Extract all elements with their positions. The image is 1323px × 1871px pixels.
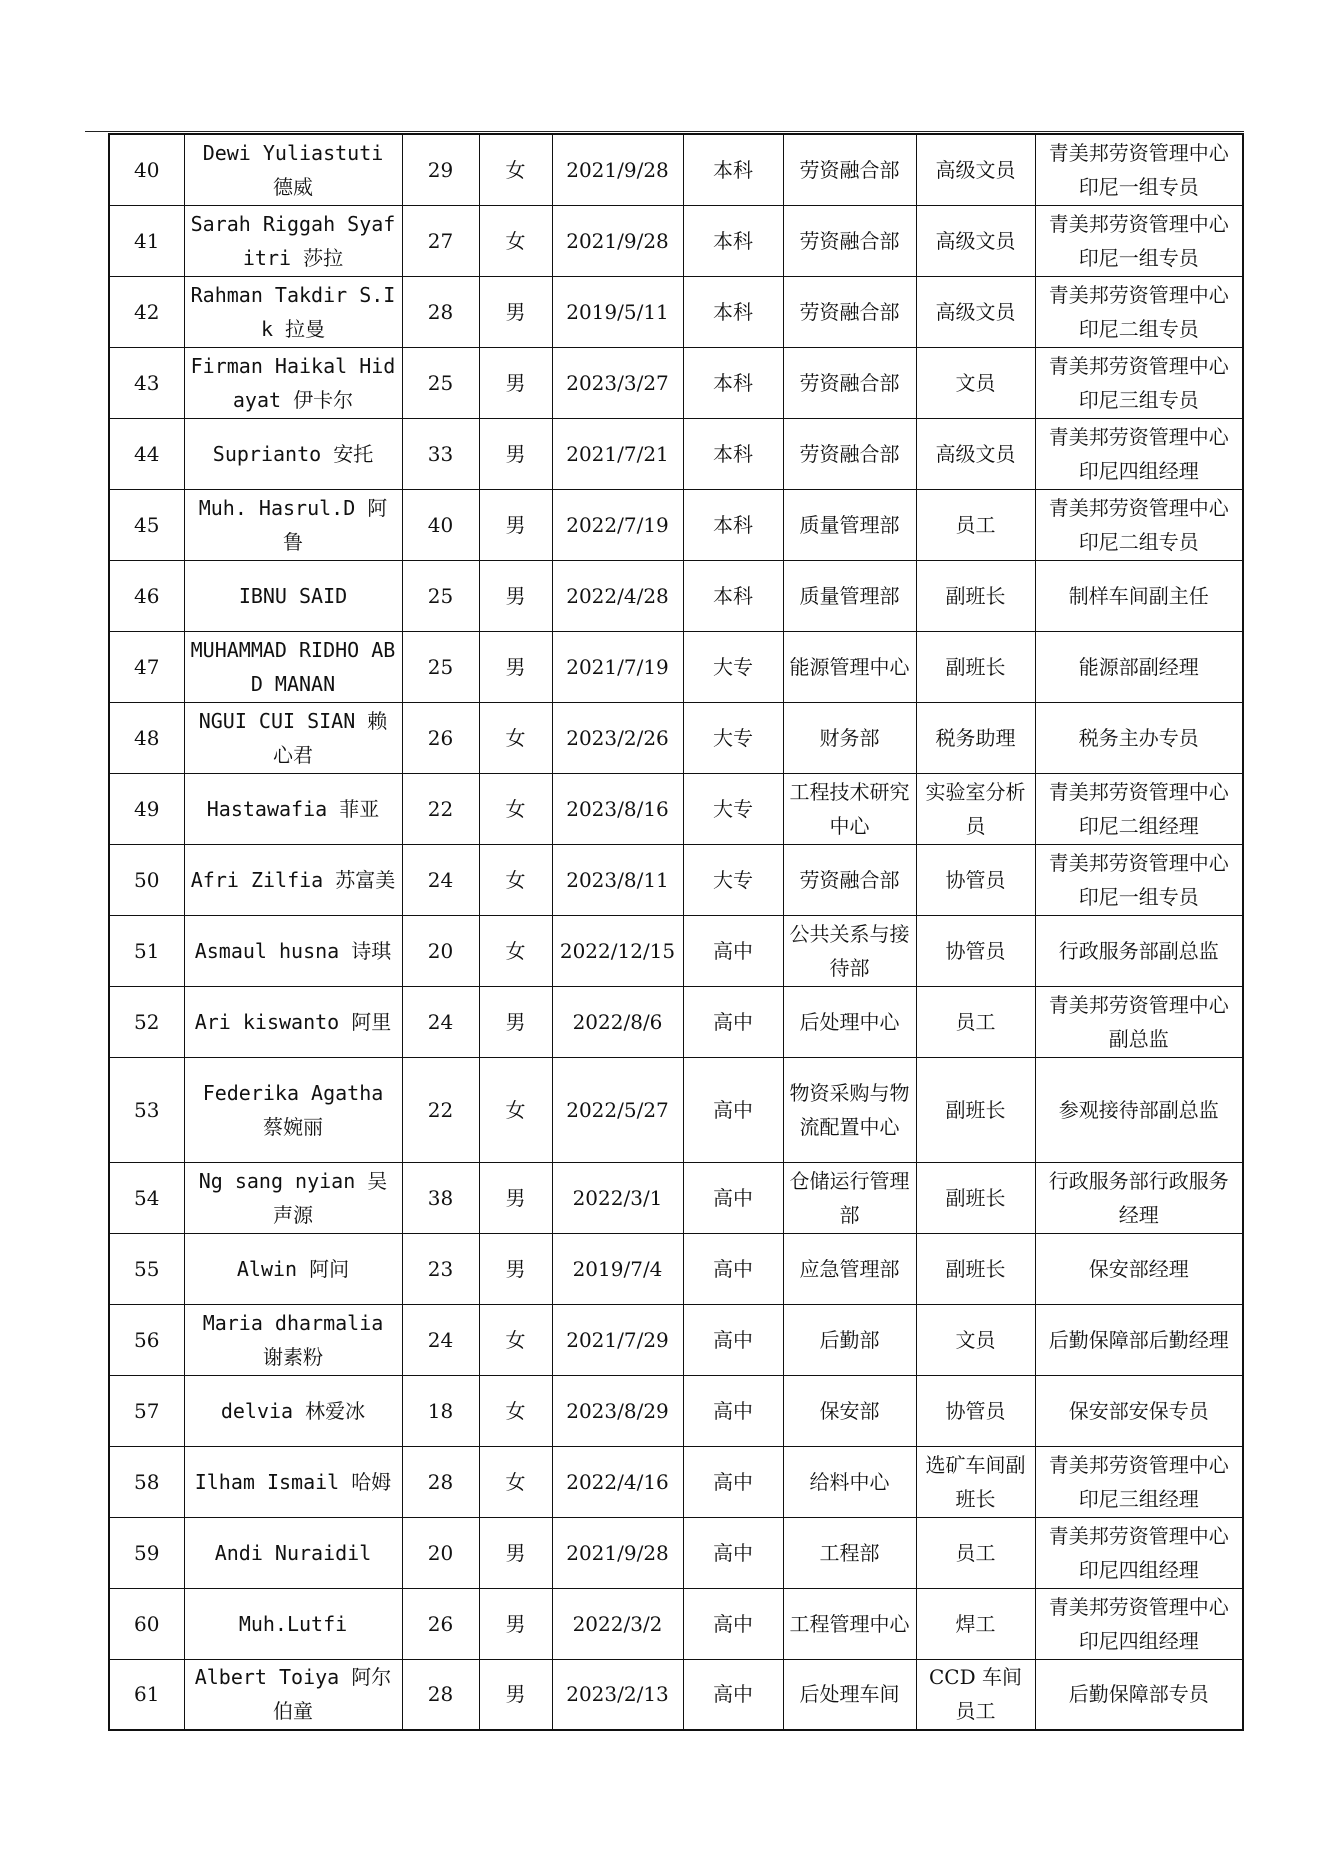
cell-name: Federika Agatha 蔡婉丽	[184, 1057, 402, 1162]
cell-department: 保安部	[783, 1375, 916, 1446]
cell-hire-date: 2019/7/4	[552, 1233, 683, 1304]
cell-education: 大专	[683, 844, 783, 915]
cell-role: 员工	[916, 986, 1035, 1057]
cell-role: 协管员	[916, 915, 1035, 986]
cell-age: 26	[402, 1588, 479, 1659]
cell-hire-date: 2021/7/29	[552, 1304, 683, 1375]
cell-role: 税务助理	[916, 702, 1035, 773]
cell-department: 物资采购与物流配置中心	[783, 1057, 916, 1162]
cell-gender: 女	[479, 844, 552, 915]
cell-hire-date: 2023/2/26	[552, 702, 683, 773]
cell-age: 38	[402, 1162, 479, 1233]
cell-education: 高中	[683, 915, 783, 986]
cell-position: 青美邦劳资管理中心印尼三组专员	[1035, 347, 1243, 418]
cell-education: 本科	[683, 205, 783, 276]
cell-role: 副班长	[916, 1233, 1035, 1304]
cell-position: 后勤保障部后勤经理	[1035, 1304, 1243, 1375]
cell-name: Ilham Ismail 哈姆	[184, 1446, 402, 1517]
cell-position: 保安部经理	[1035, 1233, 1243, 1304]
cell-number: 45	[109, 489, 184, 560]
cell-education: 高中	[683, 1446, 783, 1517]
cell-number: 42	[109, 276, 184, 347]
cell-department: 工程部	[783, 1517, 916, 1588]
cell-gender: 男	[479, 1162, 552, 1233]
cell-education: 高中	[683, 1304, 783, 1375]
cell-number: 55	[109, 1233, 184, 1304]
cell-name: Alwin 阿问	[184, 1233, 402, 1304]
table-row	[109, 276, 1243, 347]
cell-hire-date: 2021/9/28	[552, 205, 683, 276]
cell-number: 43	[109, 347, 184, 418]
cell-gender: 女	[479, 1304, 552, 1375]
cell-hire-date: 2022/12/15	[552, 915, 683, 986]
cell-position: 制样车间副主任	[1035, 560, 1243, 631]
cell-hire-date: 2021/9/28	[552, 1517, 683, 1588]
cell-gender: 女	[479, 1057, 552, 1162]
cell-role: 选矿车间副班长	[916, 1446, 1035, 1517]
cell-name: Hastawafia 菲亚	[184, 773, 402, 844]
cell-department: 能源管理中心	[783, 631, 916, 702]
table-row	[109, 1057, 1243, 1162]
cell-hire-date: 2022/5/27	[552, 1057, 683, 1162]
cell-name: Ari kiswanto 阿里	[184, 986, 402, 1057]
cell-number: 49	[109, 773, 184, 844]
cell-number: 48	[109, 702, 184, 773]
cell-name: Rahman Takdir S.Ik 拉曼	[184, 276, 402, 347]
cell-age: 20	[402, 1517, 479, 1588]
cell-position: 能源部副经理	[1035, 631, 1243, 702]
cell-hire-date: 2021/7/19	[552, 631, 683, 702]
cell-gender: 男	[479, 560, 552, 631]
cell-department: 劳资融合部	[783, 134, 916, 205]
cell-position: 青美邦劳资管理中心印尼二组专员	[1035, 276, 1243, 347]
cell-number: 41	[109, 205, 184, 276]
cell-gender: 男	[479, 1659, 552, 1730]
cell-age: 23	[402, 1233, 479, 1304]
cell-role: 高级文员	[916, 418, 1035, 489]
cell-gender: 男	[479, 276, 552, 347]
cell-gender: 男	[479, 1233, 552, 1304]
cell-position: 青美邦劳资管理中心印尼一组专员	[1035, 134, 1243, 205]
cell-number: 61	[109, 1659, 184, 1730]
cell-age: 18	[402, 1375, 479, 1446]
cell-education: 大专	[683, 631, 783, 702]
staff-table	[108, 133, 1244, 1731]
table-row	[109, 1375, 1243, 1446]
cell-role: 文员	[916, 347, 1035, 418]
cell-education: 本科	[683, 134, 783, 205]
table-row	[109, 1233, 1243, 1304]
cell-gender: 女	[479, 1375, 552, 1446]
cell-position: 后勤保障部专员	[1035, 1659, 1243, 1730]
table-row	[109, 1588, 1243, 1659]
cell-age: 24	[402, 1304, 479, 1375]
cell-age: 33	[402, 418, 479, 489]
cell-name: Asmaul husna 诗琪	[184, 915, 402, 986]
cell-education: 高中	[683, 1057, 783, 1162]
cell-role: 文员	[916, 1304, 1035, 1375]
table-body	[109, 134, 1243, 1730]
cell-name: Dewi Yuliastuti 德威	[184, 134, 402, 205]
cell-age: 22	[402, 1057, 479, 1162]
cell-role: CCD 车间员工	[916, 1659, 1035, 1730]
cell-position: 行政服务部行政服务经理	[1035, 1162, 1243, 1233]
cell-education: 大专	[683, 773, 783, 844]
cell-number: 60	[109, 1588, 184, 1659]
table-row	[109, 773, 1243, 844]
cell-education: 高中	[683, 1588, 783, 1659]
cell-position: 青美邦劳资管理中心印尼一组专员	[1035, 205, 1243, 276]
cell-name: IBNU SAID	[184, 560, 402, 631]
cell-role: 实验室分析员	[916, 773, 1035, 844]
table-row	[109, 1659, 1243, 1730]
cell-hire-date: 2023/8/11	[552, 844, 683, 915]
cell-position: 青美邦劳资管理中心副总监	[1035, 986, 1243, 1057]
cell-position: 青美邦劳资管理中心印尼四组经理	[1035, 1588, 1243, 1659]
cell-position: 青美邦劳资管理中心印尼三组经理	[1035, 1446, 1243, 1517]
cell-role: 副班长	[916, 1057, 1035, 1162]
cell-education: 大专	[683, 702, 783, 773]
cell-hire-date: 2019/5/11	[552, 276, 683, 347]
cell-position: 青美邦劳资管理中心印尼一组专员	[1035, 844, 1243, 915]
cell-position: 青美邦劳资管理中心印尼二组专员	[1035, 489, 1243, 560]
cell-number: 44	[109, 418, 184, 489]
table-row	[109, 418, 1243, 489]
cell-department: 后处理车间	[783, 1659, 916, 1730]
cell-age: 29	[402, 134, 479, 205]
cell-name: Maria dharmalia 谢素粉	[184, 1304, 402, 1375]
cell-hire-date: 2023/2/13	[552, 1659, 683, 1730]
cell-department: 质量管理部	[783, 560, 916, 631]
table-row	[109, 1304, 1243, 1375]
table-row	[109, 347, 1243, 418]
cell-number: 40	[109, 134, 184, 205]
cell-number: 47	[109, 631, 184, 702]
cell-department: 财务部	[783, 702, 916, 773]
cell-position: 青美邦劳资管理中心印尼四组经理	[1035, 1517, 1243, 1588]
cell-education: 高中	[683, 986, 783, 1057]
cell-hire-date: 2022/7/19	[552, 489, 683, 560]
cell-department: 劳资融合部	[783, 205, 916, 276]
cell-number: 58	[109, 1446, 184, 1517]
cell-age: 27	[402, 205, 479, 276]
cell-role: 高级文员	[916, 205, 1035, 276]
table-row	[109, 560, 1243, 631]
cell-department: 质量管理部	[783, 489, 916, 560]
cell-gender: 男	[479, 489, 552, 560]
cell-number: 59	[109, 1517, 184, 1588]
cell-name: Ng sang nyian 吴声源	[184, 1162, 402, 1233]
table-row	[109, 915, 1243, 986]
cell-age: 20	[402, 915, 479, 986]
cell-number: 54	[109, 1162, 184, 1233]
cell-hire-date: 2022/4/16	[552, 1446, 683, 1517]
cell-role: 员工	[916, 489, 1035, 560]
cell-department: 后勤部	[783, 1304, 916, 1375]
cell-role: 员工	[916, 1517, 1035, 1588]
table-row	[109, 205, 1243, 276]
cell-number: 51	[109, 915, 184, 986]
cell-education: 本科	[683, 418, 783, 489]
cell-education: 本科	[683, 347, 783, 418]
cell-position: 保安部安保专员	[1035, 1375, 1243, 1446]
cell-role: 协管员	[916, 844, 1035, 915]
cell-education: 高中	[683, 1659, 783, 1730]
table-row	[109, 702, 1243, 773]
cell-hire-date: 2022/3/1	[552, 1162, 683, 1233]
cell-role: 副班长	[916, 1162, 1035, 1233]
cell-position: 参观接待部副总监	[1035, 1057, 1243, 1162]
cell-hire-date: 2023/3/27	[552, 347, 683, 418]
table-row	[109, 489, 1243, 560]
cell-role: 协管员	[916, 1375, 1035, 1446]
cell-role: 高级文员	[916, 276, 1035, 347]
cell-age: 25	[402, 631, 479, 702]
cell-gender: 男	[479, 347, 552, 418]
cell-education: 本科	[683, 276, 783, 347]
cell-age: 28	[402, 276, 479, 347]
cell-hire-date: 2021/9/28	[552, 134, 683, 205]
cell-department: 公共关系与接待部	[783, 915, 916, 986]
table-row	[109, 1162, 1243, 1233]
cell-age: 24	[402, 844, 479, 915]
cell-age: 26	[402, 702, 479, 773]
cell-education: 高中	[683, 1375, 783, 1446]
cell-name: NGUI CUI SIAN 赖心君	[184, 702, 402, 773]
cell-name: Firman Haikal Hidayat 伊卡尔	[184, 347, 402, 418]
cell-gender: 女	[479, 915, 552, 986]
cell-gender: 男	[479, 1517, 552, 1588]
table-row	[109, 134, 1243, 205]
cell-role: 副班长	[916, 631, 1035, 702]
cell-hire-date: 2021/7/21	[552, 418, 683, 489]
cell-name: MUHAMMAD RIDHO ABD MANAN	[184, 631, 402, 702]
cell-age: 25	[402, 347, 479, 418]
cell-age: 25	[402, 560, 479, 631]
cell-number: 56	[109, 1304, 184, 1375]
cell-department: 劳资融合部	[783, 844, 916, 915]
cell-age: 28	[402, 1446, 479, 1517]
cell-education: 本科	[683, 489, 783, 560]
cell-position: 青美邦劳资管理中心印尼四组经理	[1035, 418, 1243, 489]
cell-name: delvia 林爱冰	[184, 1375, 402, 1446]
cell-age: 22	[402, 773, 479, 844]
cell-age: 28	[402, 1659, 479, 1730]
cell-role: 副班长	[916, 560, 1035, 631]
cell-department: 后处理中心	[783, 986, 916, 1057]
cell-department: 工程技术研究中心	[783, 773, 916, 844]
cell-gender: 女	[479, 773, 552, 844]
cell-education: 高中	[683, 1517, 783, 1588]
cell-department: 劳资融合部	[783, 418, 916, 489]
cell-number: 46	[109, 560, 184, 631]
cell-department: 应急管理部	[783, 1233, 916, 1304]
cell-department: 仓储运行管理部	[783, 1162, 916, 1233]
cell-hire-date: 2022/4/28	[552, 560, 683, 631]
cell-gender: 女	[479, 134, 552, 205]
table-row	[109, 631, 1243, 702]
cell-hire-date: 2023/8/16	[552, 773, 683, 844]
cell-department: 劳资融合部	[783, 347, 916, 418]
cell-number: 57	[109, 1375, 184, 1446]
cell-gender: 男	[479, 986, 552, 1057]
table-row	[109, 1517, 1243, 1588]
cell-education: 本科	[683, 560, 783, 631]
cell-name: Suprianto 安托	[184, 418, 402, 489]
cell-position: 行政服务部副总监	[1035, 915, 1243, 986]
cell-department: 工程管理中心	[783, 1588, 916, 1659]
header-rule	[85, 131, 1244, 132]
cell-number: 53	[109, 1057, 184, 1162]
cell-position: 税务主办专员	[1035, 702, 1243, 773]
table-row	[109, 1446, 1243, 1517]
cell-role: 高级文员	[916, 134, 1035, 205]
table-row	[109, 986, 1243, 1057]
cell-number: 50	[109, 844, 184, 915]
table-row	[109, 844, 1243, 915]
cell-name: Andi Nuraidil	[184, 1517, 402, 1588]
cell-position: 青美邦劳资管理中心印尼二组经理	[1035, 773, 1243, 844]
cell-gender: 男	[479, 418, 552, 489]
cell-hire-date: 2023/8/29	[552, 1375, 683, 1446]
cell-gender: 男	[479, 1588, 552, 1659]
cell-age: 24	[402, 986, 479, 1057]
cell-department: 给料中心	[783, 1446, 916, 1517]
cell-gender: 女	[479, 205, 552, 276]
cell-gender: 女	[479, 702, 552, 773]
cell-role: 焊工	[916, 1588, 1035, 1659]
cell-hire-date: 2022/3/2	[552, 1588, 683, 1659]
cell-name: Muh. Hasrul.D 阿鲁	[184, 489, 402, 560]
cell-number: 52	[109, 986, 184, 1057]
cell-name: Sarah Riggah Syafitri 莎拉	[184, 205, 402, 276]
cell-hire-date: 2022/8/6	[552, 986, 683, 1057]
cell-name: Albert Toiya 阿尔伯童	[184, 1659, 402, 1730]
cell-education: 高中	[683, 1162, 783, 1233]
cell-gender: 男	[479, 631, 552, 702]
cell-name: Muh.Lutfi	[184, 1588, 402, 1659]
cell-age: 40	[402, 489, 479, 560]
cell-department: 劳资融合部	[783, 276, 916, 347]
cell-name: Afri Zilfia 苏富美	[184, 844, 402, 915]
cell-gender: 女	[479, 1446, 552, 1517]
cell-education: 高中	[683, 1233, 783, 1304]
